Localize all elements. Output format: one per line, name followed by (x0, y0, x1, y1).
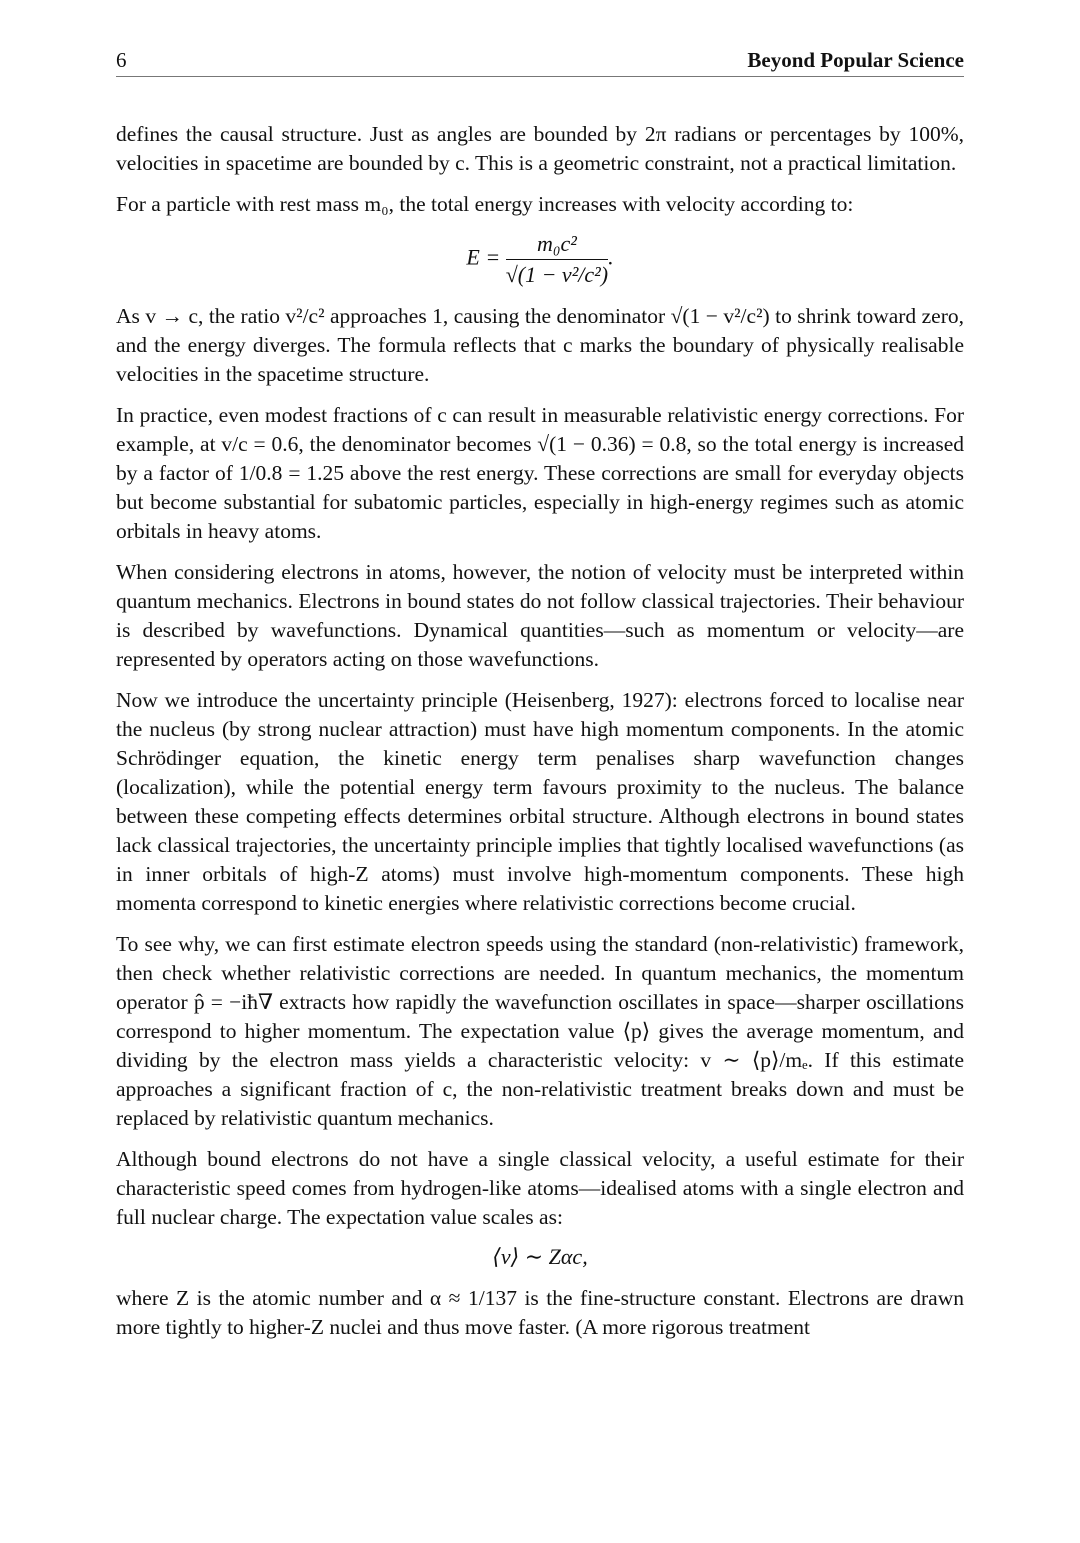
energy-equation (116, 231, 964, 288)
paragraph: defines the causal structure. Just as angles are bounded by 2π radians or percentages by 100%, velocities in spacetime are bounded by c. This is a geometric constraint, not a practical limitation. (116, 122, 964, 175)
page-body (116, 120, 964, 1354)
equation-fraction (506, 231, 608, 288)
paragraph: In practice, even modest fractions of c can result in measurable relativistic energy corrections. For example, at v/c = 0.6, the denominator becomes √(1 − 0.36) = 0.8, so the total energy is increased by a factor of 1/0.8 = 1.25 above the rest energy. These corrections are small for everyday objects but become substantial for subatomic particles, especially in high-energy regimes such as atomic orbitals in heavy atoms. (116, 403, 964, 543)
equation-numerator: m₀c² (506, 231, 608, 260)
paragraph: where Z is the atomic number and α ≈ 1/137 is the fine-structure constant. Electrons are drawn more tightly to higher-Z nuclei and thus move faster. (A more rigorous treatment (116, 1286, 964, 1339)
running-title: Beyond Popular Science (747, 48, 964, 72)
equation-period: . (608, 244, 614, 270)
equation-lhs: E = (466, 244, 501, 270)
paragraph: To see why, we can first estimate electron speeds using the standard (non-relativistic) framework, then check whether relativistic corrections are needed. In quantum mechanics, the momentum operator p̂ = −iħ∇ extracts how rapidly the wavefunction oscillates in space—sharper oscillations correspond to higher momentum. The expectation value ⟨p⟩ gives the average momentum, and dividing by the electron mass yields a characteristic velocity: v ∼ ⟨p⟩/mₑ. If this estimate approaches a significant fraction of c, the non-relativistic treatment breaks down and must be replaced by relativistic quantum mechanics. (116, 932, 964, 1130)
page-header (116, 48, 964, 77)
page-number: 6 (116, 48, 127, 72)
velocity-equation: ⟨v⟩ ∼ Zαc, (492, 1244, 588, 1269)
paragraph: Now we introduce the uncertainty principle (Heisenberg, 1927): electrons forced to localise near the nucleus (by strong nuclear attraction) must have high momentum components. In the atomic Schrödinger equation, the kinetic energy term penalises sharp wavefunction changes (localization), while the potential energy term favours proximity to the nucleus. The balance between these competing effects determines orbital structure. Although electrons in bound states lack classical trajectories, the uncertainty principle implies that tightly localised wavefunctions (as in inner orbitals of high-Z atoms) must involve high-momentum components. These high momenta correspond to kinetic energies where relativistic corrections become crucial. (116, 688, 964, 915)
paragraph: As v → c, the ratio v²/c² approaches 1, causing the denominator √(1 − v²/c²) to shrink toward zero, and the energy diverges. The formula reflects that c marks the boundary of physically realisable velocities in the spacetime structure. (116, 304, 964, 386)
equation-denominator: √(1 − v²/c²) (505, 262, 609, 287)
paragraph: For a particle with rest mass m₀, the total energy increases with velocity according to: (116, 192, 854, 216)
paragraph: When considering electrons in atoms, however, the notion of velocity must be interpreted within quantum mechanics. Electrons in bound states do not follow classical trajectories. Their behaviour is described by wavefunctions. Dynamical quantities—such as momentum or velocity—are represented by operators acting on those wavefunctions. (116, 560, 964, 671)
paragraph: Although bound electrons do not have a single classical velocity, a useful estimate for their characteristic speed comes from hydrogen-like atoms—idealised atoms with a single electron and full nuclear charge. The expectation value scales as: (116, 1147, 964, 1229)
